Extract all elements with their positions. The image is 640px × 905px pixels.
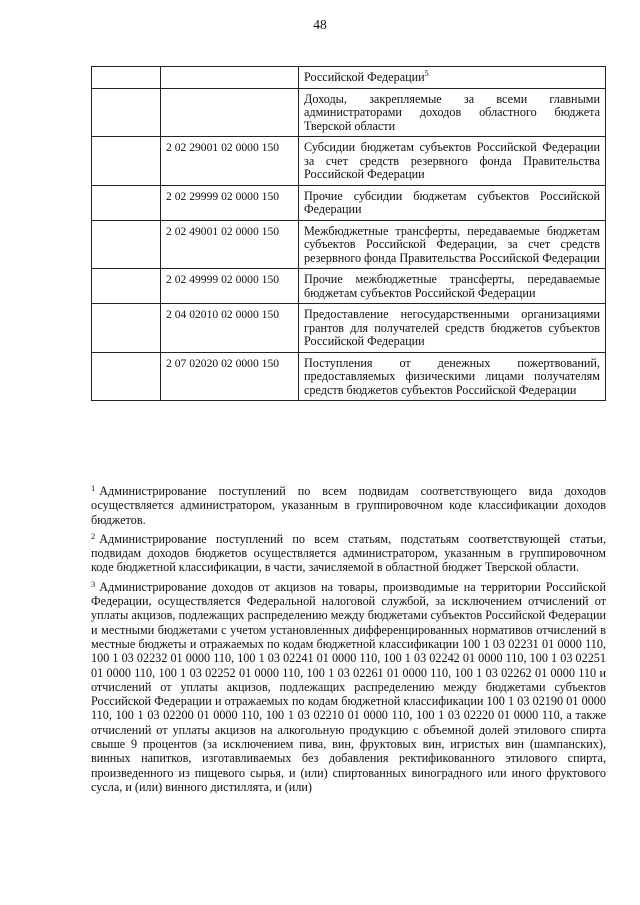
page-number: 48 [313,17,327,32]
footnote-text: Администрирование поступлений по всем подвидам соответствующего вида доходов осуществляется администратором, указанным в группировочном коде классификации доходов бюджетов. [91,484,606,527]
admin-code-cell [92,88,161,137]
admin-code-cell [92,352,161,401]
budget-code-cell: 2 02 49999 02 0000 150 [161,269,299,304]
admin-code-cell [92,269,161,304]
admin-code-cell [92,304,161,353]
description-cell: Доходы, закрепляемые за всеми главными администраторами доходов областного бюджета Тверской области [299,88,606,137]
description-cell: Предоставление негосударственными организациями грантов для получателей средств бюджетов субъектов Российской Федерации [299,304,606,353]
table-row [92,269,606,304]
budget-code-cell: 2 04 02010 02 0000 150 [161,304,299,353]
footnote-mark: 2 [91,530,96,541]
footnote [91,481,606,527]
table-row [92,352,606,401]
table-row [92,304,606,353]
description-cell: Прочие субсидии бюджетам субъектов Российской Федерации [299,185,606,220]
footnote-mark: 3 [91,578,96,589]
budget-code-cell: 2 02 29001 02 0000 150 [161,137,299,186]
budget-code-cell [161,88,299,137]
admin-code-cell [92,185,161,220]
footnote [91,577,606,794]
table-row [92,220,606,269]
description-cell: Субсидии бюджетам субъектов Российской Федерации за счет средств резервного фонда Правительства Российской Федерации [299,137,606,186]
footnote [91,529,606,575]
table-row [92,137,606,186]
admin-code-cell [92,220,161,269]
description-cell: Поступления от денежных пожертвований, предоставляемых физическими лицами получателям средств бюджетов субъектов Российской Федерации [299,352,606,401]
table-row [92,88,606,137]
admin-code-cell [92,67,161,89]
footnote-text: Администрирование доходов от акцизов на товары, производимые на территории Российской Федерации, осуществляется Федеральной налоговой службой, за исключением отчислений от уплаты акцизов, подлежащих распределению между бюджетами субъектов Российской Федерации и местными бюджетами с учетом установленных дифференцированных нормативов отчислений в местные бюджеты и отражаемых по кодам бюджетной классификации 100 1 03 02231 01 0000 110, 100 1 03 02232 01 0000 110, 100 1 03 02241 01 0000 110, 100 1 03 02242 01 0000 110, 100 1 03 02251 01 0000 110, 100 1 03 02252 01 0000 110, 100 1 03 02261 01 0000 110, 100 1 03 02262 01 0000 110 и отчислений от уплаты акцизов, подлежащих распределению между бюджетами субъектов Российской Федерации и отражаемых по кодам бюджетной классификации 100 1 03 02190 01 0000 110, 100 1 03 02200 01 0000 110, 100 1 03 02210 01 0000 110, 100 1 03 02220 01 0000 110, а также отчислений от уплаты акцизов на алкогольную продукцию с объемной долей этилового спирта свыше 9 процентов (за исключением пива, вин, фруктовых вин, игристых вин (шампанских), винных напитков, изготавливаемых без добавления ректификованного этилового спирта, произведенного из пищевого сырья, и (или) спиртованных виноградного или иного фруктового сусла, и (или) винного дистиллята, и (или) [91,579,606,794]
description-text: Российской Федерации [304,70,425,84]
admin-code-cell [92,137,161,186]
description-cell: Межбюджетные трансферты, передаваемые бюджетам субъектов Российской Федерации, за счет средств резервного фонда Правительства Российской Федерации [299,220,606,269]
table-row [92,185,606,220]
budget-code-cell: 2 07 02020 02 0000 150 [161,352,299,401]
footnotes [91,481,606,796]
table-row [92,67,606,89]
revenue-codes-table [91,66,606,401]
budget-code-cell [161,67,299,89]
description-cell [299,67,606,89]
description-cell: Прочие межбюджетные трансферты, передаваемые бюджетам субъектов Российской Федерации [299,269,606,304]
budget-code-cell: 2 02 29999 02 0000 150 [161,185,299,220]
budget-code-cell: 2 02 49001 02 0000 150 [161,220,299,269]
footnote-text: Администрирование поступлений по всем статьям, подстатьям соответствующей статьи, подвидам доходов бюджетов осуществляется администратором, указанным в группировочном коде бюджетной классификации, в части, зачисляемой в областной бюджет Тверской области. [91,531,606,575]
footnote-mark: 1 [91,483,96,493]
footnote-ref: 5 [424,68,429,78]
